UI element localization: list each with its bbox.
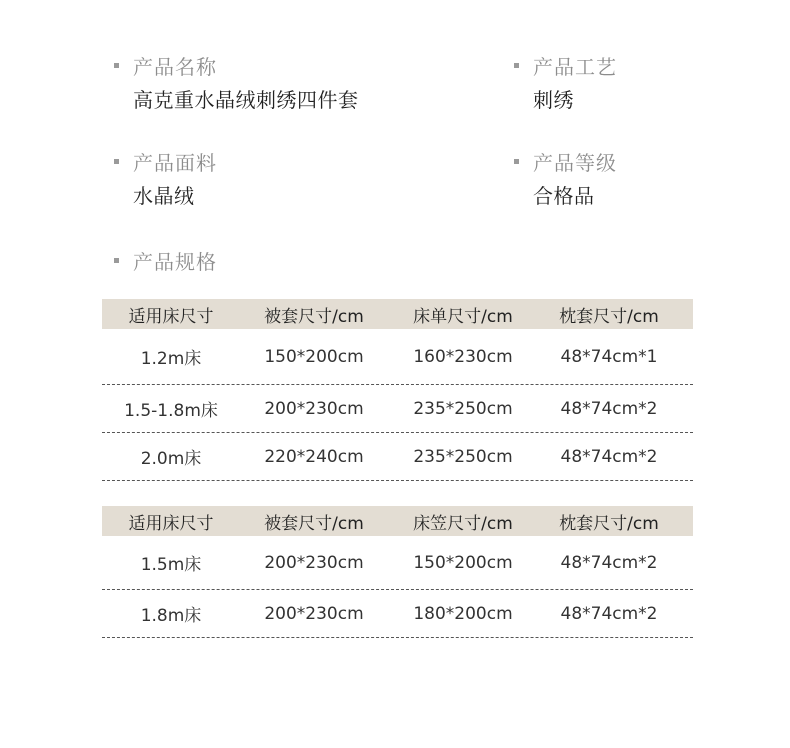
table-cell: 1.5-1.8m床 xyxy=(124,401,218,421)
table-cell: 235*250cm xyxy=(413,446,513,467)
product-fabric-value: 水晶绒 xyxy=(133,184,195,208)
product-grade-value: 合格品 xyxy=(533,184,595,208)
product-spec-label: 产品规格 xyxy=(133,249,217,274)
table-cell: 150*200cm xyxy=(413,552,513,573)
table-cell: 48*74cm*2 xyxy=(560,446,658,467)
table-cell: 180*200cm xyxy=(413,603,513,624)
table-cell: 200*230cm xyxy=(264,552,364,573)
product-name-value: 高克重水晶绒刺绣四件套 xyxy=(133,88,359,112)
table-header xyxy=(102,506,693,536)
header-cell: 床单尺寸/cm xyxy=(413,306,513,327)
table-cell: 2.0m床 xyxy=(140,449,202,469)
table-cell: 160*230cm xyxy=(413,346,513,367)
product-fabric-label: 产品面料 xyxy=(133,150,217,175)
table-cell: 235*250cm xyxy=(413,398,513,419)
table-cell: 48*74cm*1 xyxy=(560,346,658,367)
table-row xyxy=(102,433,693,481)
bullet-icon xyxy=(514,159,519,164)
table-cell: 1.2m床 xyxy=(140,349,202,369)
size-table-sheet xyxy=(102,299,693,481)
product-fabric-block xyxy=(114,148,217,209)
table-row xyxy=(102,536,693,590)
bullet-icon xyxy=(514,63,519,68)
product-grade-block xyxy=(514,148,617,209)
table-cell: 48*74cm*2 xyxy=(560,398,658,419)
table-cell: 1.8m床 xyxy=(140,606,202,626)
table-row xyxy=(102,590,693,638)
table-cell: 48*74cm*2 xyxy=(560,603,658,624)
header-cell: 枕套尺寸/cm xyxy=(559,513,659,534)
header-cell: 枕套尺寸/cm xyxy=(559,306,659,327)
header-cell: 适用床尺寸 xyxy=(128,306,214,327)
bullet-icon xyxy=(114,159,119,164)
table-cell: 1.5m床 xyxy=(140,555,202,575)
table-cell: 200*230cm xyxy=(264,603,364,624)
table-row xyxy=(102,329,693,385)
product-name-label: 产品名称 xyxy=(133,54,217,79)
bullet-icon xyxy=(114,258,119,263)
product-craft-block xyxy=(514,52,617,113)
table-header xyxy=(102,299,693,329)
header-cell: 适用床尺寸 xyxy=(128,513,214,534)
header-cell: 被套尺寸/cm xyxy=(264,306,364,327)
bullet-icon xyxy=(114,63,119,68)
table-cell: 220*240cm xyxy=(264,446,364,467)
table-row xyxy=(102,385,693,433)
product-craft-label: 产品工艺 xyxy=(533,54,617,79)
size-table-fitted xyxy=(102,506,693,638)
product-grade-label: 产品等级 xyxy=(533,150,617,175)
table-cell: 48*74cm*2 xyxy=(560,552,658,573)
header-cell: 被套尺寸/cm xyxy=(264,513,364,534)
header-cell: 床笠尺寸/cm xyxy=(413,513,513,534)
product-name-block xyxy=(114,52,359,113)
product-spec-block xyxy=(114,247,217,273)
table-cell: 200*230cm xyxy=(264,398,364,419)
table-cell: 150*200cm xyxy=(264,346,364,367)
product-craft-value: 刺绣 xyxy=(533,88,574,112)
